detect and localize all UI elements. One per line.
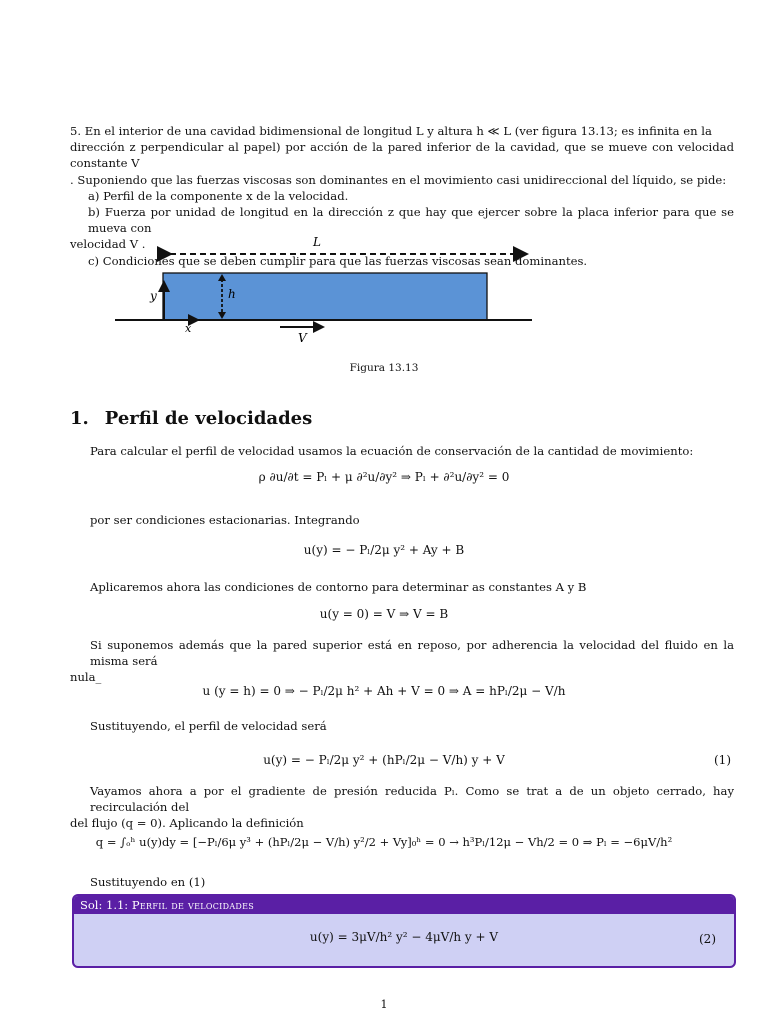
label-V: V <box>298 331 307 345</box>
paragraph-1: Para calcular el perfil de velocidad usamos la ecuación de conservación de la cantidad de movimiento: <box>90 444 694 458</box>
problem-line-2: dirección z perpendicular al papel) por acción de la pared inferior de la cavidad, que se mueve con velocidad constante V <box>70 140 734 171</box>
equation-boundary-B: u(y = 0) = V ⇒ V = B <box>319 607 449 621</box>
fluid-cavity <box>163 273 487 320</box>
paragraph-5: Sustituyendo, el perfil de velocidad será <box>90 719 327 733</box>
equation-velocity-profile: u(y) = − Pₗ/2μ y² + (hPₗ/2μ − V/h) y + V <box>263 753 505 767</box>
section-heading <box>70 408 312 429</box>
equation-number-2: (2) <box>699 932 716 946</box>
problem-item-b: b) Fuerza por unidad de longitud en la dirección z que hay que ejercer sobre la placa inferior para que se mueva con <box>88 205 734 236</box>
problem-item-c: c) Condiciones que se deben cumplir para que las fuerzas viscosas sean dominantes. <box>88 253 588 268</box>
equation-boundary-A: u (y = h) = 0 ⇒ − Pₗ/2μ h² + Ah + V = 0 ⇒ A = hPₗ/2μ − V/h <box>202 684 566 698</box>
problem-line-3: . Suponiendo que las fuerzas viscosas son dominantes en el movimiento casi unidireccional del líquido, se pide: <box>70 172 727 187</box>
section-number: 1. <box>70 408 89 429</box>
paragraph-4: Si suponemos además que la pared superior está en reposo, por adherencia la velocidad del fluido en la misma será nula_ <box>70 638 734 685</box>
equation-momentum: ρ ∂u/∂t = Pₗ + μ ∂²u/∂y² ⇒ Pₗ + ∂²u/∂y² = 0 <box>258 470 510 484</box>
solution-equation: u(y) = 3μV/h² y² − 4μV/h y + V <box>309 930 499 944</box>
figure-caption: Figura 13.13 <box>349 362 419 374</box>
paragraph-6: Vayamos ahora a por el gradiente de presión reducida Pₗ. Como se trat a de un objeto cerrado, hay recirculación del del flujo (q = 0). Aplicando la definición <box>70 784 734 831</box>
paragraph-7: Sustituyendo en (1) <box>90 875 206 889</box>
label-y: y <box>150 289 157 303</box>
paragraph-2: por ser condiciones estacionarias. Integrando <box>90 513 360 527</box>
equation-flow-rate: q = ∫ₒʰ u(y)dy = [−Pₗ/6μ y³ + (hPₗ/2μ − V/h) y²/2 + Vy]₀ʰ = 0 → h³Pₗ/12μ − Vh/2 = 0 ⇒ Pₗ = −6μV/h² <box>95 835 673 849</box>
equation-number-1: (1) <box>714 753 731 767</box>
label-h: h <box>228 287 236 301</box>
solution-box-title: Sol: 1.1: Perfil de velocidades <box>74 896 734 914</box>
label-L: L <box>313 235 321 249</box>
solution-box <box>72 894 736 968</box>
section-title: Perfil de velocidades <box>104 408 313 429</box>
problem-line-1: 5. En el interior de una cavidad bidimensional de longitud L y altura h ≪ L (ver figura 13.13; es infinita en la <box>70 124 712 138</box>
label-x: x <box>185 322 192 335</box>
paragraph-3: Aplicaremos ahora las condiciones de contorno para determinar as constantes A y B <box>90 580 587 594</box>
page-number: 1 <box>380 998 388 1011</box>
problem-item-b-cont: velocidad V . <box>70 237 146 252</box>
equation-integrated: u(y) = − Pₗ/2μ y² + Ay + B <box>303 543 465 557</box>
cavity-figure <box>0 0 768 360</box>
problem-item-a: a) Perfil de la componente x de la velocidad. <box>88 188 349 203</box>
